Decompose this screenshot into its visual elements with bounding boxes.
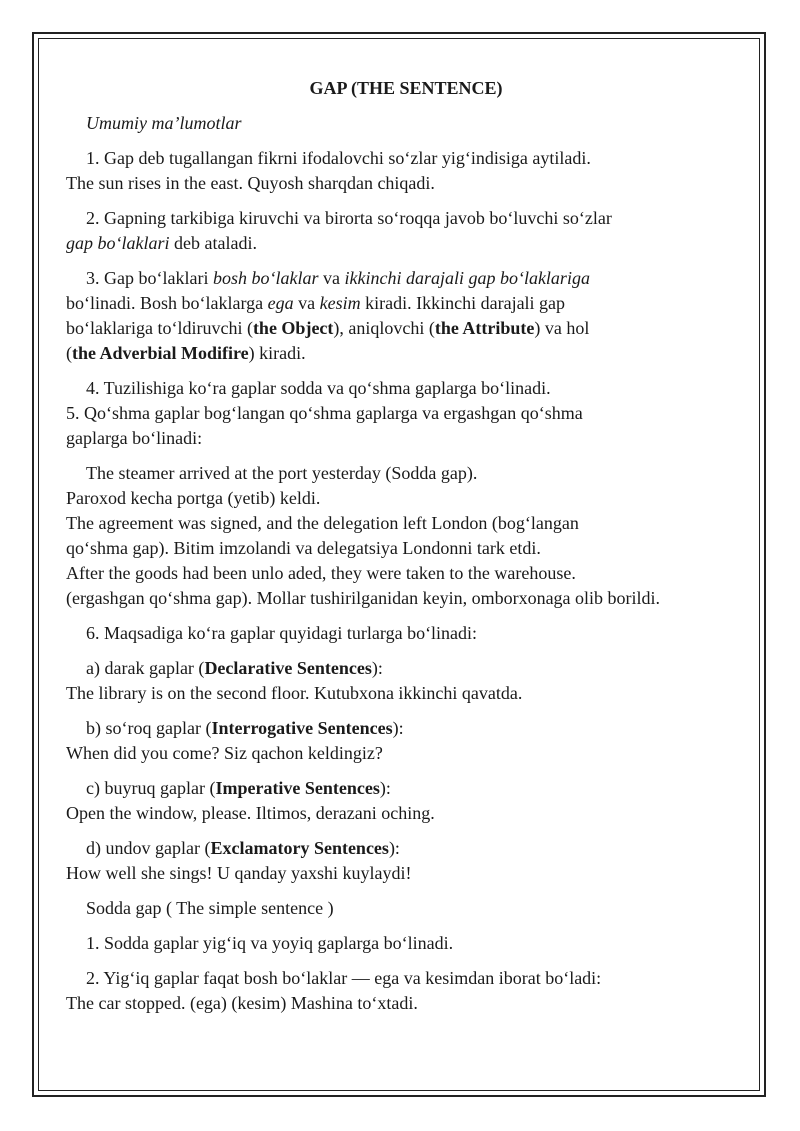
term-bosh-bolaklar: bosh bo‘laklar [212,268,319,288]
type-d-heading [66,836,746,861]
simple-sentence-heading: Sodda gap ( The simple sentence ) [86,898,334,918]
example-line-2: Paroxod kecha portga (yetib) keldi. [66,488,321,508]
paragraph-4-line-3: gaplarga bo‘linadi: [66,428,203,448]
paragraph-1-line-2: The sun rises in the east. Quyosh sharqdan chiqadi. [66,173,435,193]
p3-l3-e: ) va hol [534,318,590,338]
examples-block [66,461,746,611]
paragraph-2-line-2-rest: deb ataladi. [169,233,257,253]
paragraph-4-line-1: 4. Tuzilishiga ko‘ra gaplar sodda va qo‘shma gaplarga bo‘linadi. [86,378,551,398]
term-ikkinchi-darajali: ikkinchi darajali gap bo‘laklariga [344,268,590,288]
term-gap-bolaklari: gap bo‘laklari [66,233,170,253]
paragraph-2 [66,206,746,256]
type-d-post: ): [388,838,400,858]
type-a-example: The library is on the second floor. Kutubxona ikkinchi qavatda. [66,683,523,703]
section-subtitle-text: Umumiy ma’lumotlar [86,113,242,133]
term-ega: ega [267,293,294,313]
example-line-3: The agreement was signed, and the delegation left London (bog‘langan [66,513,579,533]
type-d-example: How well she sings! U qanday yaxshi kuylaydi! [66,863,412,883]
type-a [66,656,746,706]
p3-l2-c: va [293,293,320,313]
page-title: GAP (THE SENTENCE) [309,78,503,98]
paragraph-3-line-1 [66,266,746,291]
paragraph-3-line-4 [66,341,746,366]
p3-l1-a: 3. Gap bo‘laklari [86,268,213,288]
paragraph-3 [66,266,746,366]
type-b-term: Interrogative Sentences [211,718,393,738]
p3-l4-c: ) kiradi. [248,343,306,363]
type-c-example: Open the window, please. Iltimos, derazani oching. [66,803,435,823]
paragraph-6: 6. Maqsadiga ko‘ra gaplar quyidagi turlarga bo‘linadi: [86,623,478,643]
p3-l2-a: bo‘linadi. Bosh bo‘laklarga [66,293,268,313]
type-a-term: Declarative Sentences [204,658,372,678]
simple-paragraph-2-line-1: 2. Yig‘iq gaplar faqat bosh bo‘laklar — ega va kesimdan iborat bo‘ladi: [86,968,602,988]
simple-paragraph-1: 1. Sodda gaplar yig‘iq va yoyiq gaplarga bo‘linadi. [86,933,454,953]
paragraph-1 [66,146,746,196]
paragraph-2-line-1: 2. Gapning tarkibiga kiruvchi va birorta so‘roqqa javob bo‘luvchi so‘zlar [86,208,612,228]
p3-l4-a: ( [66,343,72,363]
type-c-pre: c) buyruq gaplar ( [86,778,216,798]
type-c-term: Imperative Sentences [215,778,380,798]
term-the-object: the Object [252,318,334,338]
paragraph-2-line-2 [66,231,746,256]
example-line-1: The steamer arrived at the port yesterday (Sodda gap). [86,463,478,483]
simple-paragraph-2-line-2: The car stopped. (ega) (kesim) Mashina to‘xtadi. [66,993,418,1013]
term-kesim: kesim [319,293,361,313]
paragraph-1-line-1: 1. Gap deb tugallangan fikrni ifodalovchi so‘zlar yig‘indisiga aytiladi. [86,148,591,168]
example-line-5: After the goods had been unlo aded, they were taken to the warehouse. [66,563,576,583]
type-b-post: ): [392,718,404,738]
type-c [66,776,746,826]
p3-l2-e: kiradi. Ikkinchi darajali gap [360,293,566,313]
simple-paragraph-2 [66,966,746,1016]
section-subtitle [66,111,746,136]
paragraph-3-line-3 [66,316,746,341]
type-c-heading [66,776,746,801]
p3-l3-a: bo‘laklariga to‘ldiruvchi ( [66,318,253,338]
paragraph-4 [66,376,746,451]
type-d-term: Exclamatory Sentences [210,838,389,858]
example-line-6: (ergashgan qo‘shma gap). Mollar tushirilganidan keyin, omborxonaga olib borildi. [66,588,661,608]
p3-l1-c: va [318,268,345,288]
type-b-heading [66,716,746,741]
type-b [66,716,746,766]
type-b-example: When did you come? Siz qachon keldingiz? [66,743,383,763]
type-c-post: ): [379,778,391,798]
type-a-post: ): [371,658,383,678]
type-d [66,836,746,886]
term-the-attribute: the Attribute [434,318,535,338]
document-body [66,76,746,1026]
type-a-heading [66,656,746,681]
p3-l3-c: ), aniqlovchi ( [333,318,435,338]
term-adverbial-modifire: the Adverbial Modifire [72,343,249,363]
paragraph-4-line-2: 5. Qo‘shma gaplar bog‘langan qo‘shma gaplarga va ergashgan qo‘shma [66,403,583,423]
paragraph-3-line-2 [66,291,746,316]
example-line-4: qo‘shma gap). Bitim imzolandi va delegatsiya Londonni tark etdi. [66,538,541,558]
type-b-pre: b) so‘roq gaplar ( [86,718,212,738]
type-d-pre: d) undov gaplar ( [86,838,211,858]
type-a-pre: a) darak gaplar ( [86,658,205,678]
